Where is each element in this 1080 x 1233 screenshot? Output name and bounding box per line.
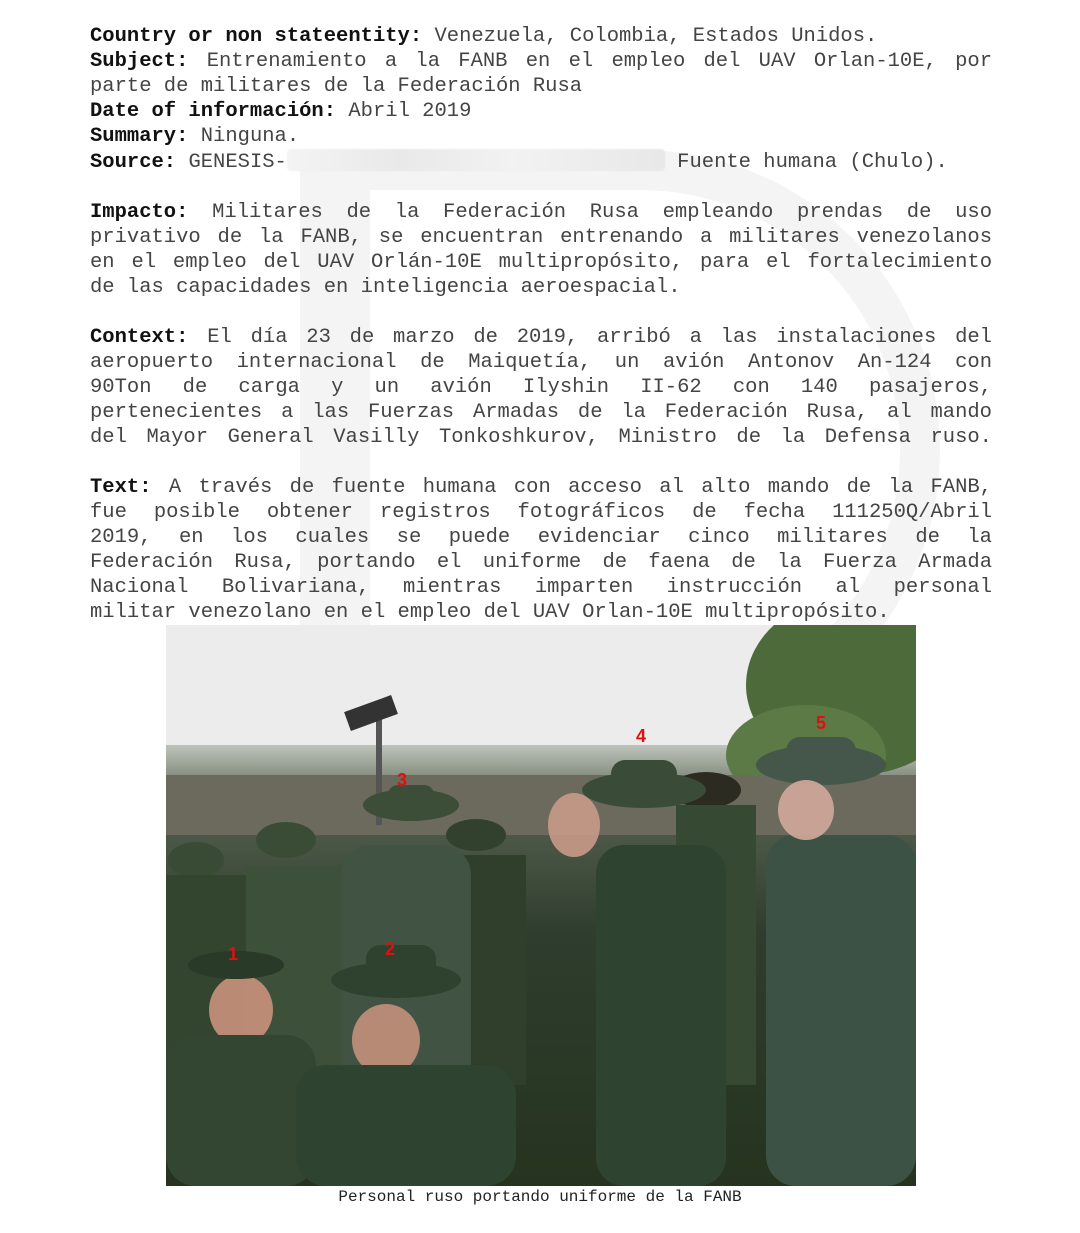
summary-label: Summary: [90, 125, 189, 148]
date-label: Date of información: [90, 100, 337, 123]
source-suffix: Fuente humana (Chulo). [677, 151, 948, 174]
photo-caption: Personal ruso portando uniforme de la FANB [338, 1188, 742, 1206]
subject-row [90, 49, 992, 74]
context-row [90, 325, 992, 350]
impacto-line-1: Militares de la Federación Rusa empleando prendas de uso [212, 201, 992, 224]
context-line-4: pertenecientes a las Fuerzas Armadas de la Federación Rusa, al mando [90, 401, 992, 424]
summary-value: Ninguna. [200, 125, 300, 148]
source-label: Source: [90, 151, 177, 174]
impacto-row [90, 200, 992, 225]
context-line-1: El día 23 de marzo de 2019, arribó a las instalaciones del [207, 326, 992, 349]
marker-5: 5 [816, 713, 827, 733]
subject-label: Subject: [90, 50, 189, 73]
source-row [90, 149, 992, 175]
text-label: Text: [90, 476, 152, 499]
text-line-2: fue posible obtener registros fotográficos de fecha 111250Q/Abril [90, 501, 992, 524]
marker-1: 1 [228, 944, 239, 964]
impacto-line-2: privativo de la FANB, se encuentran entrenando a militares venezolanos [90, 226, 992, 249]
redaction-block [287, 149, 665, 171]
context-line-3: 90Ton de carga y un avión Ilyshin II-62 con 140 pasajeros, [90, 376, 992, 399]
source-prefix: GENESIS- [188, 151, 287, 174]
country-value: Venezuela, Colombia, Estados Unidos. [434, 25, 878, 48]
photo-illustration [166, 625, 916, 1186]
text-line-3: 2019, en los cuales se puede evidenciar cinco militares de la [90, 526, 992, 549]
context-label: Context: [90, 326, 189, 349]
date-value: Abril 2019 [348, 100, 472, 123]
marker-4: 4 [636, 726, 647, 746]
context-line-2: aeropuerto internacional de Maiquetía, un avión Antonov An-124 con [90, 351, 992, 374]
document-body [90, 24, 992, 625]
text-line-1: A través de fuente humana con acceso al alto mando de la FANB, [168, 476, 992, 499]
impacto-line-3: en el empleo del UAV Orlán-10E multipropósito, para el fortalecimiento [90, 251, 992, 274]
date-row [90, 99, 992, 124]
subject-line-1: Entrenamiento a la FANB en el empleo del UAV Orlan-10E, por [206, 50, 992, 73]
marker-3: 3 [397, 770, 408, 790]
country-row [90, 24, 992, 49]
subject-line-2: parte de militares de la Federación Rusa [90, 75, 583, 98]
country-label: Country or non stateentity: [90, 25, 423, 48]
summary-row [90, 124, 992, 149]
context-line-5: del Mayor General Vasilly Tonkoshkurov, Ministro de la Defensa ruso. [90, 426, 992, 449]
impacto-line-4: de las capacidades en inteligencia aeroespacial. [90, 276, 681, 299]
evidence-photo [166, 625, 916, 1186]
marker-2: 2 [385, 939, 396, 959]
text-row [90, 475, 992, 500]
text-line-6: militar venezolano en el empleo del UAV Orlan-10E multipropósito. [90, 601, 890, 624]
text-line-5: Nacional Bolivariana, mientras imparten instrucción al personal [90, 576, 992, 599]
text-line-4: Federación Rusa, portando el uniforme de faena de la Fuerza Armada [90, 551, 992, 574]
impacto-label: Impacto: [90, 201, 189, 224]
